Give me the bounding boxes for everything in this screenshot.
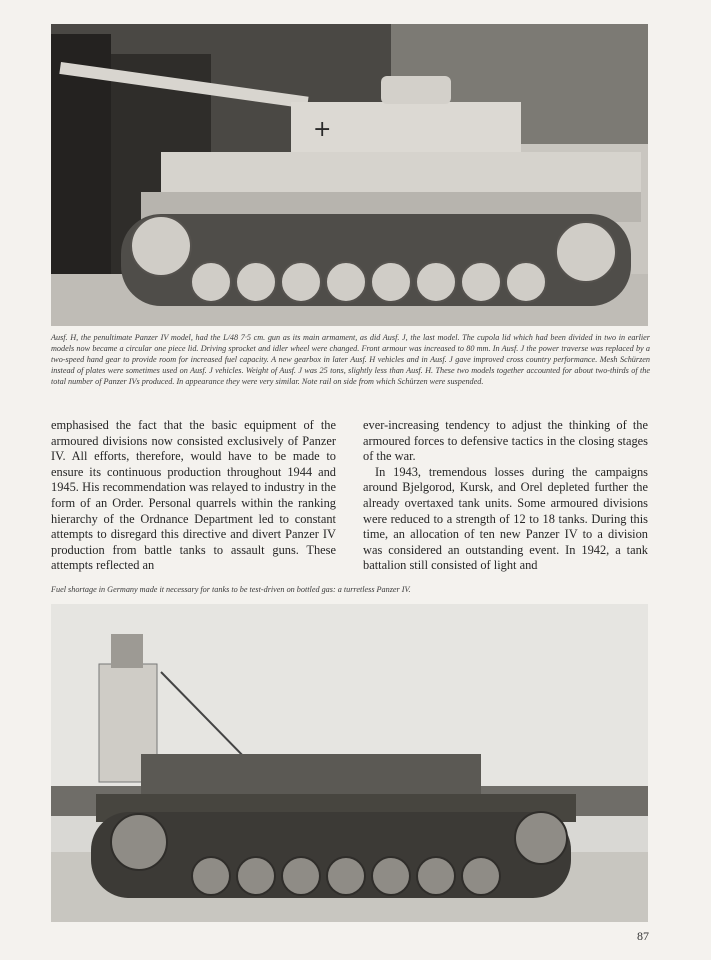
body-column-right xyxy=(363,418,648,574)
svg-text:+: + xyxy=(313,117,332,142)
body-paragraph: In 1943, tremendous losses during the campaigns around Bjelgorod, Kursk, and Orel depleted further the already overtaxed tank units. Some armoured divisions were reduced to a strength of 12 to 18 tanks. During this time, an allocation of ten new Panzer IV to a division was considered an outstanding event. In 1942, a tank battalion still consisted of light and xyxy=(363,464,648,573)
body-column-left xyxy=(51,418,336,574)
body-paragraph: ever-increasing tendency to adjust the thinking of the armoured forces to defensive tactics in the closing stages of the war. xyxy=(363,418,648,464)
tank-photo-top xyxy=(51,24,648,326)
photo-caption-bottom: Fuel shortage in Germany made it necessary for tanks to be test-driven on bottled gas: a turretless Panzer IV. xyxy=(51,585,411,594)
page-number: 87 xyxy=(637,929,649,943)
tank-photo-bottom xyxy=(51,604,648,922)
body-paragraph: emphasised the fact that the basic equipment of the armoured divisions now consisted exclusively of Panzer IV. All efforts, therefore, would have to be made to ensure its continuous production throughout 1944 and 1945. His recommendation was relayed to industry in the form of an Order. Personal quarrels within the ranking hierarchy of the Ordnance Department led to constant attempts to disregard this directive and divert Panzer IV production from battle tanks to assault guns. These attempts reflected an xyxy=(51,418,336,573)
photo-caption-top: Ausf. H, the penultimate Panzer IV model, had the L/48 7·5 cm. gun as its main armament, as did Ausf. J, the last model. The cupola lid which had been divided in two in earlier models now became a circular one piece lid. Driving sprocket and idler wheel were changed. Front armour was increased to 80 mm. In Ausf. J the power traverse was replaced by a two-speed hand gear to provide room for increased fuel capacity. A new gearbox in later Ausf. H vehicles and in Ausf. J gave improved cross country performance. Mesh Schürzen instead of plates were sometimes used on Ausf. J vehicles. Weight of Ausf. J was 25 tons, slightly less than Ausf. H. These two models together accounted for about two-thirds of the total number of Panzer IVs produced. In appearance they were very similar. Note rail on side from which Schürzen were suspended. xyxy=(51,333,650,386)
